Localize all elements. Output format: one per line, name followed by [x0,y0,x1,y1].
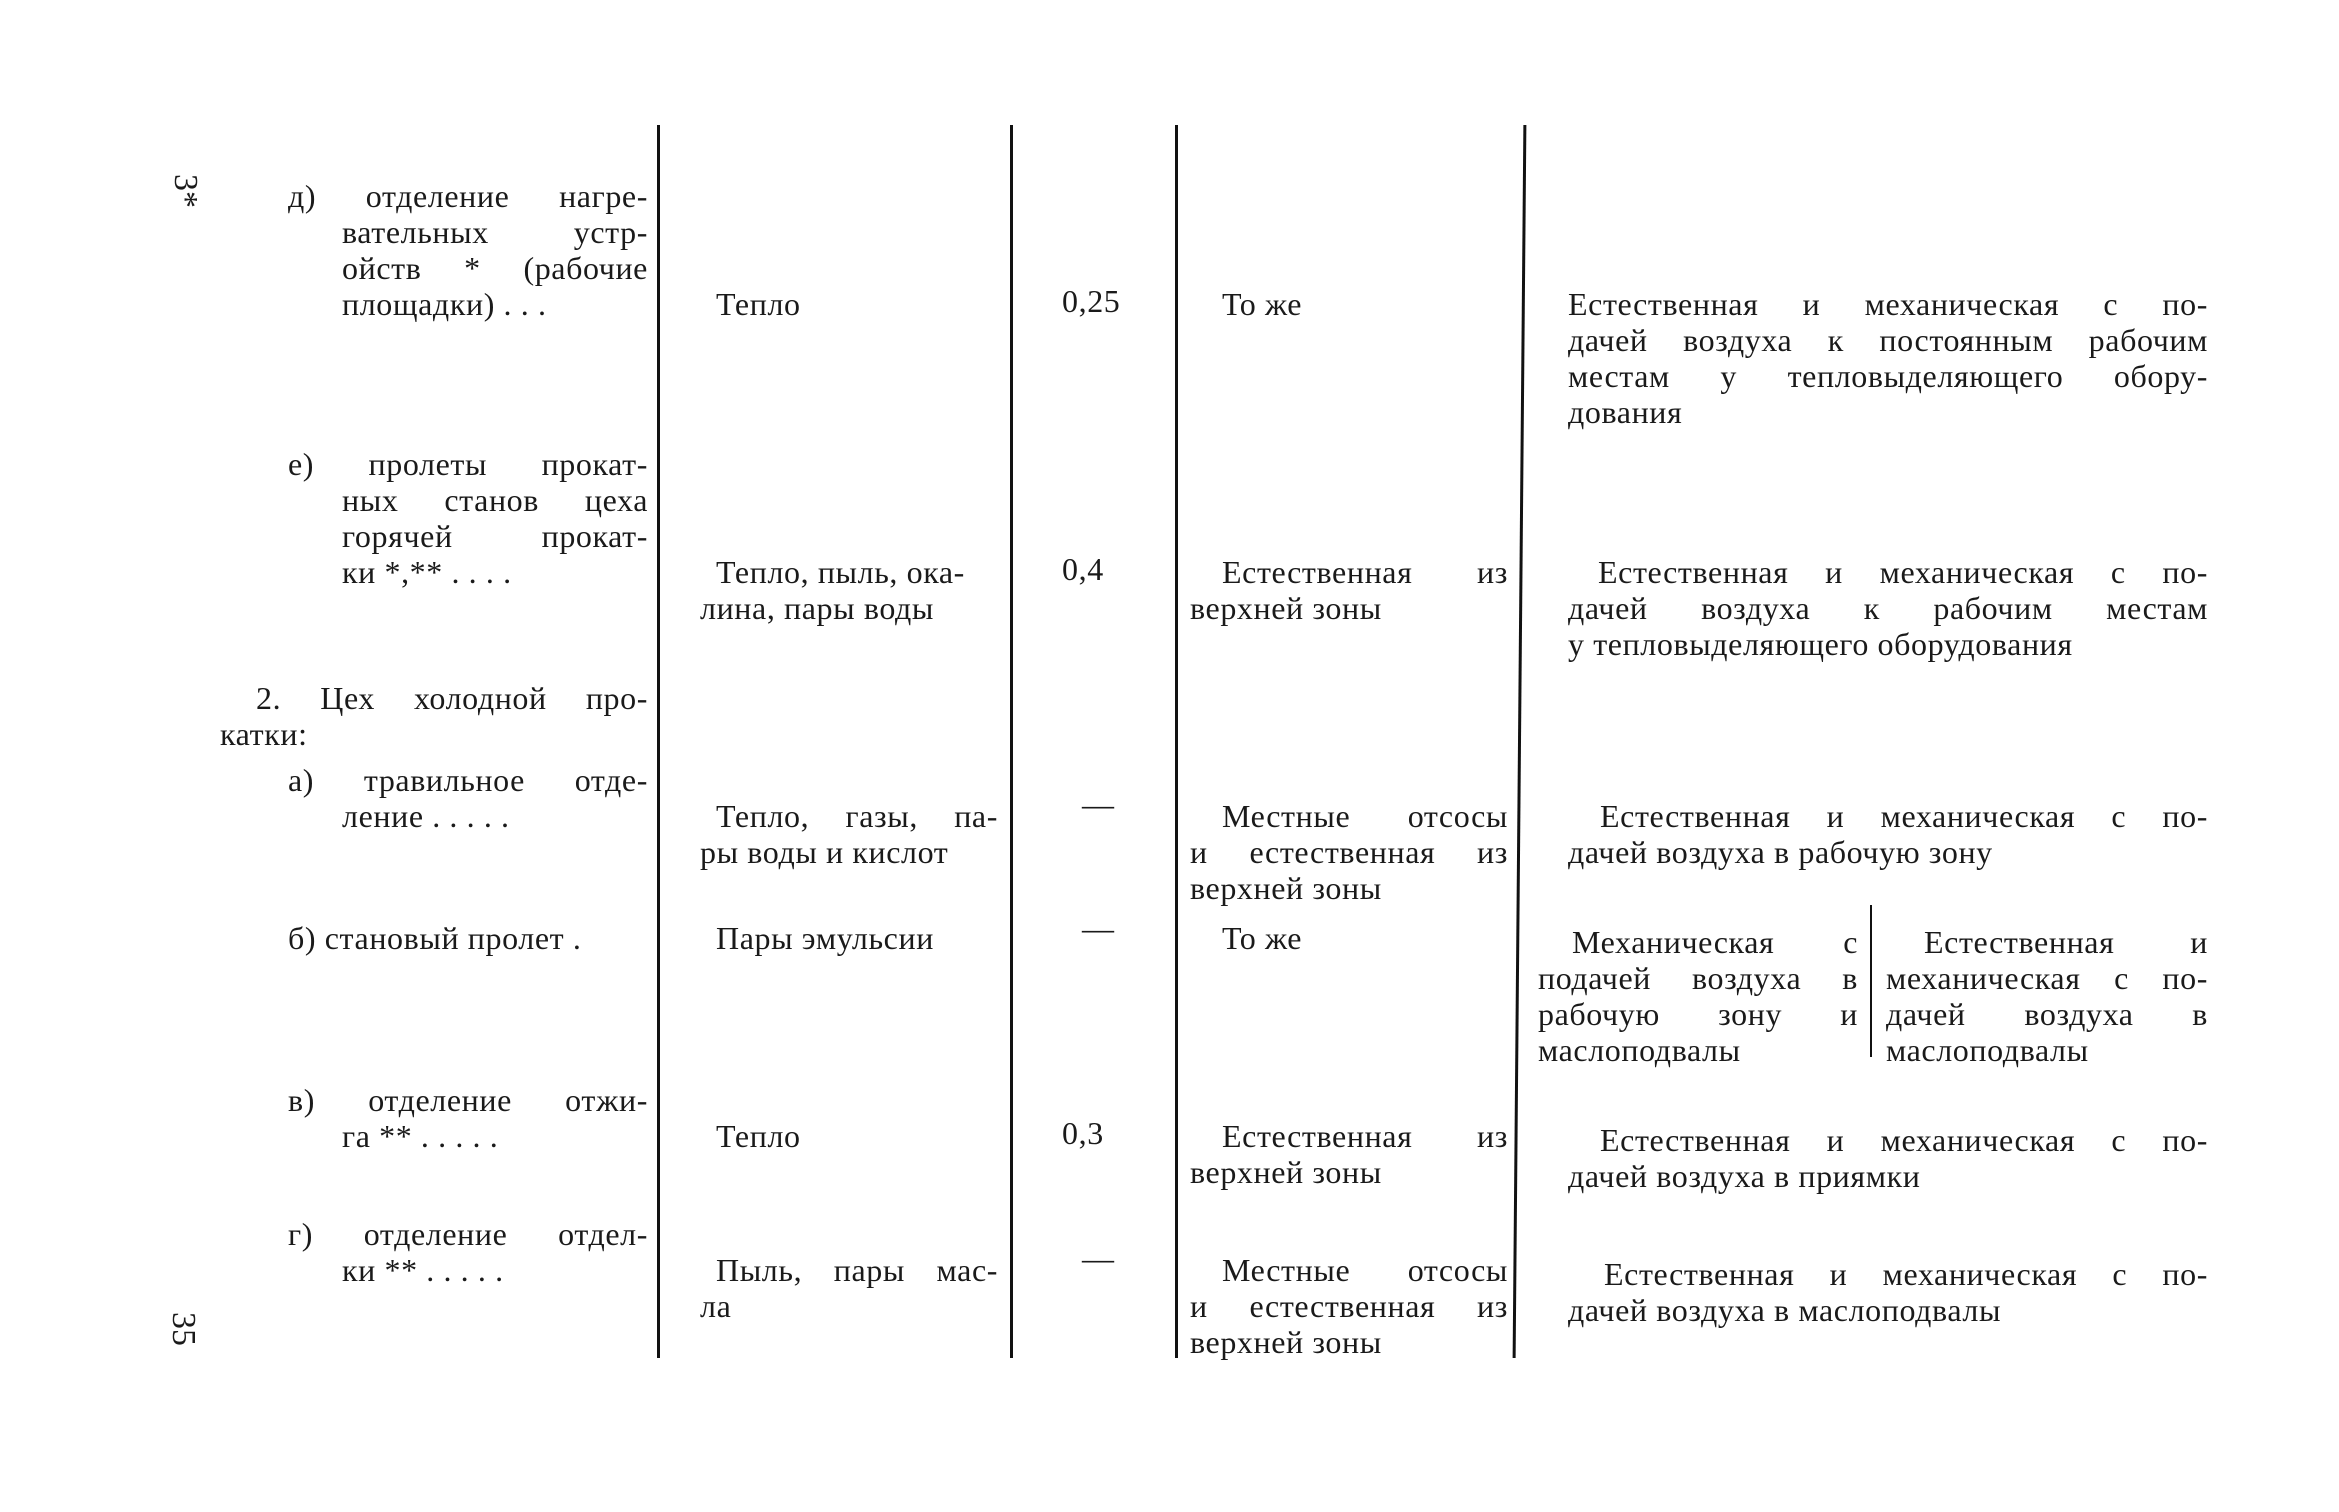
row-d-value: 0,25 [1062,283,1121,319]
row-d-name-1: д) отделение нагре- [288,178,648,214]
row-e-supply-2: дачей воздуха к рабочим местам [1568,590,2208,626]
row-b-name: б) становый пролет . [288,920,582,956]
section-2-title-2: катки: [220,716,308,752]
row-d-supply-2: дачей воздуха к постоянным рабочим [1568,322,2208,358]
row-g-supply-1: Естественная и механическая с по- [1604,1256,2208,1292]
row-v-supply-1: Естественная и механическая с по- [1600,1122,2208,1158]
row-b-supply-left-1: Механическая с [1572,924,1858,960]
row-v-value: 0,3 [1062,1115,1104,1151]
row-b-supply-left-3: рабочую зону и [1538,996,1858,1032]
row-a-remove-3: верхней зоны [1190,870,1382,906]
row-a-name-1: а) травильное отде- [288,762,648,798]
row-v-supply-2: дачей воздуха в приямки [1568,1158,1921,1194]
row-b-supply-left-4: маслоподвалы [1538,1032,1741,1068]
row-e-name-3: горячей прокат- [342,518,648,554]
row-e-name-2: ных станов цеха [342,482,648,518]
row-g-remove-3: верхней зоны [1190,1324,1382,1360]
row-a-supply-2: дачей воздуха в рабочую зону [1568,834,1993,870]
split-rule-supply [1870,905,1872,1057]
row-a-hazard-1: Тепло, газы, па- [716,798,998,834]
row-e-name-1: е) пролеты прокат- [288,446,648,482]
row-e-hazard-1: Тепло, пыль, ока- [716,554,965,590]
row-b-supply-right-1: Естественная и [1924,924,2208,960]
row-g-value: — [1082,1240,1115,1276]
row-g-remove-2: и естественная из [1190,1288,1508,1324]
column-rule-1 [657,125,660,1358]
row-g-hazard-1: Пыль, пары мас- [716,1252,998,1288]
row-d-name-4: площадки) . . . [342,286,547,322]
row-d-supply-1: Естественная и механическая с по- [1568,286,2208,322]
row-b-hazard: Пары эмульсии [716,920,934,956]
row-d-supply-3: местам у тепловыделяющего обору- [1568,358,2208,394]
row-d-supply-4: дования [1568,394,1683,430]
row-v-remove-2: верхней зоны [1190,1154,1382,1190]
page-number: 35 [165,1312,202,1346]
row-e-supply-1: Естественная и механическая с по- [1598,554,2208,590]
row-b-supply-left-2: подачей воздуха в [1538,960,1858,996]
row-a-hazard-2: ры воды и кислот [700,834,949,870]
column-rule-2 [1010,125,1013,1358]
column-rule-4 [1513,125,1527,1358]
row-b-supply-right-4: маслоподвалы [1886,1032,2089,1068]
row-g-hazard-2: ла [700,1288,732,1324]
row-b-supply-right-3: дачей воздуха в [1886,996,2208,1032]
row-a-remove-2: и естественная из [1190,834,1508,870]
row-b-remove: То же [1222,920,1303,956]
row-d-hazard: Тепло [716,286,801,322]
row-g-name-2: ки ** . . . . . [342,1252,504,1288]
row-a-value: — [1082,786,1115,822]
row-e-value: 0,4 [1062,551,1104,587]
row-g-remove-1: Местные отсосы [1222,1252,1508,1288]
row-v-remove-1: Естественная из [1222,1118,1508,1154]
row-d-name-3: ойств * (рабочие [342,250,648,286]
row-e-remove-1: Естественная из [1222,554,1508,590]
row-e-hazard-2: лина, пары воды [700,590,934,626]
row-a-remove-1: Местные отсосы [1222,798,1508,834]
row-a-name-2: ление . . . . . [342,798,510,834]
row-g-name-1: г) отделение отдел- [288,1216,648,1252]
margin-top-mark: 3* [167,174,204,208]
row-g-supply-2: дачей воздуха в маслоподвалы [1568,1292,2002,1328]
row-v-name-1: в) отделение отжи- [288,1082,648,1118]
row-e-name-4: ки *,** . . . . [342,554,512,590]
row-a-supply-1: Естественная и механическая с по- [1600,798,2208,834]
row-b-value: — [1082,910,1115,946]
row-e-remove-2: верхней зоны [1190,590,1382,626]
section-2-title-1: 2. Цех холодной про- [256,680,648,716]
row-d-name-2: вательных устр- [342,214,648,250]
column-rule-3 [1175,125,1178,1358]
row-v-hazard: Тепло [716,1118,801,1154]
row-d-remove: То же [1222,286,1303,322]
row-v-name-2: га ** . . . . . [342,1118,499,1154]
row-b-supply-right-2: механическая с по- [1886,960,2208,996]
row-e-supply-3: у тепловыделяющего оборудования [1568,626,2073,662]
